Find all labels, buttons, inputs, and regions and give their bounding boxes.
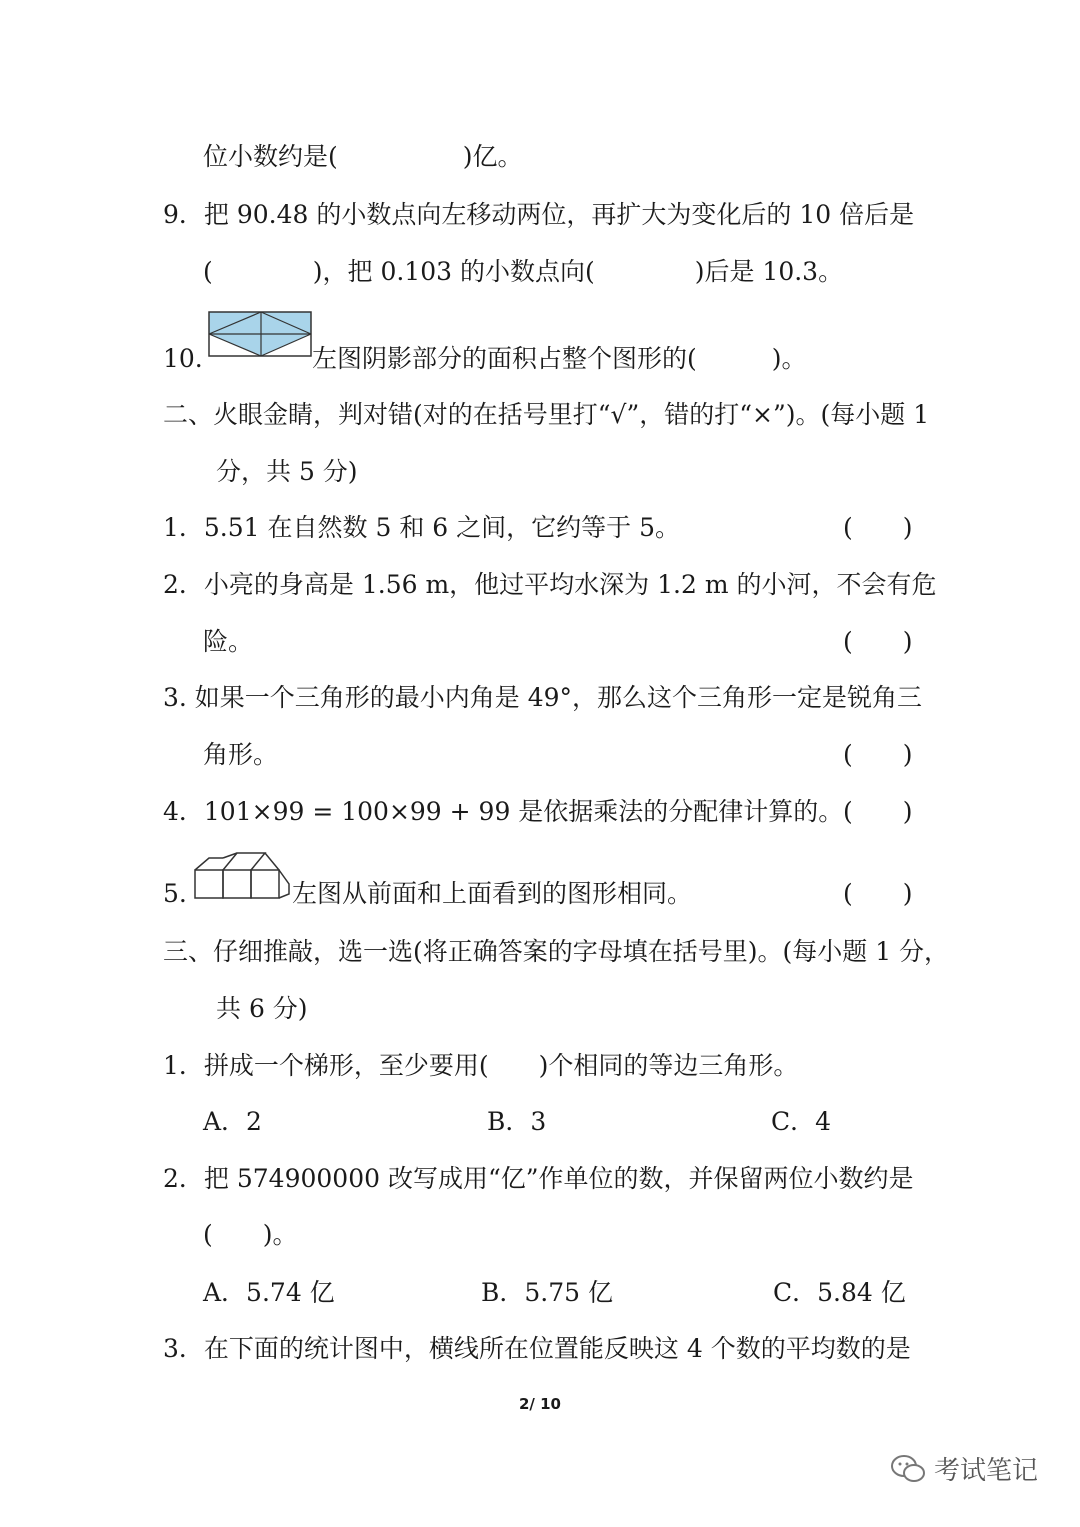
section3-heading: 三、仔细推敲，选一选(将正确答案的字母填在括号里)。(每小题 1 分， <box>163 937 950 966</box>
section2-heading-cont: 分，共 5 分) <box>216 457 358 486</box>
watermark <box>890 1450 1038 1487</box>
choice-2: 2．把 574900000 改写成用“亿”作单位的数，并保留两位小数约是 <box>163 1164 914 1193</box>
judge-3-cont: 角形。 <box>203 740 279 769</box>
choice-1-option-b[interactable]: B．3 <box>487 1107 547 1136</box>
choice-2-option-a[interactable]: A．5.74 亿 <box>203 1278 335 1307</box>
choice-2-answer-paren[interactable]: ( )。 <box>203 1220 298 1249</box>
page-number: 2/ 10 <box>518 1395 561 1413</box>
judge-3-answer-paren[interactable]: ( ) <box>843 740 913 769</box>
choice-2-option-c[interactable]: C．5.84 亿 <box>773 1278 906 1307</box>
q10-text: 左图阴影部分的面积占整个图形的( )。 <box>312 344 807 373</box>
choice-1: 1．拼成一个梯形，至少要用( )个相同的等边三角形。 <box>163 1051 799 1080</box>
q10-number: 10. <box>163 344 203 373</box>
judge-5-answer-paren[interactable]: ( ) <box>843 879 913 908</box>
choice-1-option-c[interactable]: C．4 <box>771 1107 832 1136</box>
judge-4-answer-paren[interactable]: ( ) <box>843 797 913 826</box>
judge-1: 1．5.51 在自然数 5 和 6 之间，它约等于 5。 <box>163 513 680 542</box>
judge-5-number: 5. <box>163 879 187 908</box>
section3-heading-cont: 共 6 分) <box>216 994 308 1023</box>
q10-figure <box>208 311 312 367</box>
choice-1-option-a[interactable]: A．2 <box>203 1107 262 1136</box>
section2-heading: 二、火眼金睛，判对错(对的在括号里打“√”，错的打“×”)。(每小题 1 <box>163 400 930 429</box>
cube-front-3 <box>251 870 279 898</box>
judge-2-answer-paren[interactable]: ( ) <box>843 627 913 656</box>
judge-5-text: 左图从前面和上面看到的图形相同。 <box>292 879 693 908</box>
watermark-text: 考试笔记 <box>934 1456 1039 1486</box>
judge-3: 3. 如果一个三角形的最小内角是 49°，那么这个三角形一定是锐角三 <box>163 683 923 712</box>
judge-4: 4．101×99 = 100×99 + 99 是依据乘法的分配律计算的。 <box>163 797 844 826</box>
line-q8-cont: 位小数约是( )亿。 <box>203 142 523 171</box>
judge-5-cube-figure <box>193 850 293 902</box>
line-q9-cont: ( )，把 0.103 的小数点向( )后是 10.3。 <box>203 257 844 286</box>
cube-front-1 <box>195 870 223 898</box>
cube-front-2 <box>223 870 251 898</box>
judge-1-answer-paren[interactable]: ( ) <box>843 513 913 542</box>
wechat-icon <box>890 1454 926 1484</box>
judge-2: 2．小亮的身高是 1.56 m，他过平均水深为 1.2 m 的小河，不会有危 <box>163 570 937 599</box>
choice-3: 3．在下面的统计图中，横线所在位置能反映这 4 个数的平均数的是 <box>163 1334 911 1363</box>
choice-2-option-b[interactable]: B．5.75 亿 <box>481 1278 613 1307</box>
judge-2-cont: 险。 <box>203 627 254 656</box>
q10-shade-top <box>209 312 311 334</box>
line-q9: 9．把 90.48 的小数点向左移动两位，再扩大为变化后的 10 倍后是 <box>163 200 915 229</box>
